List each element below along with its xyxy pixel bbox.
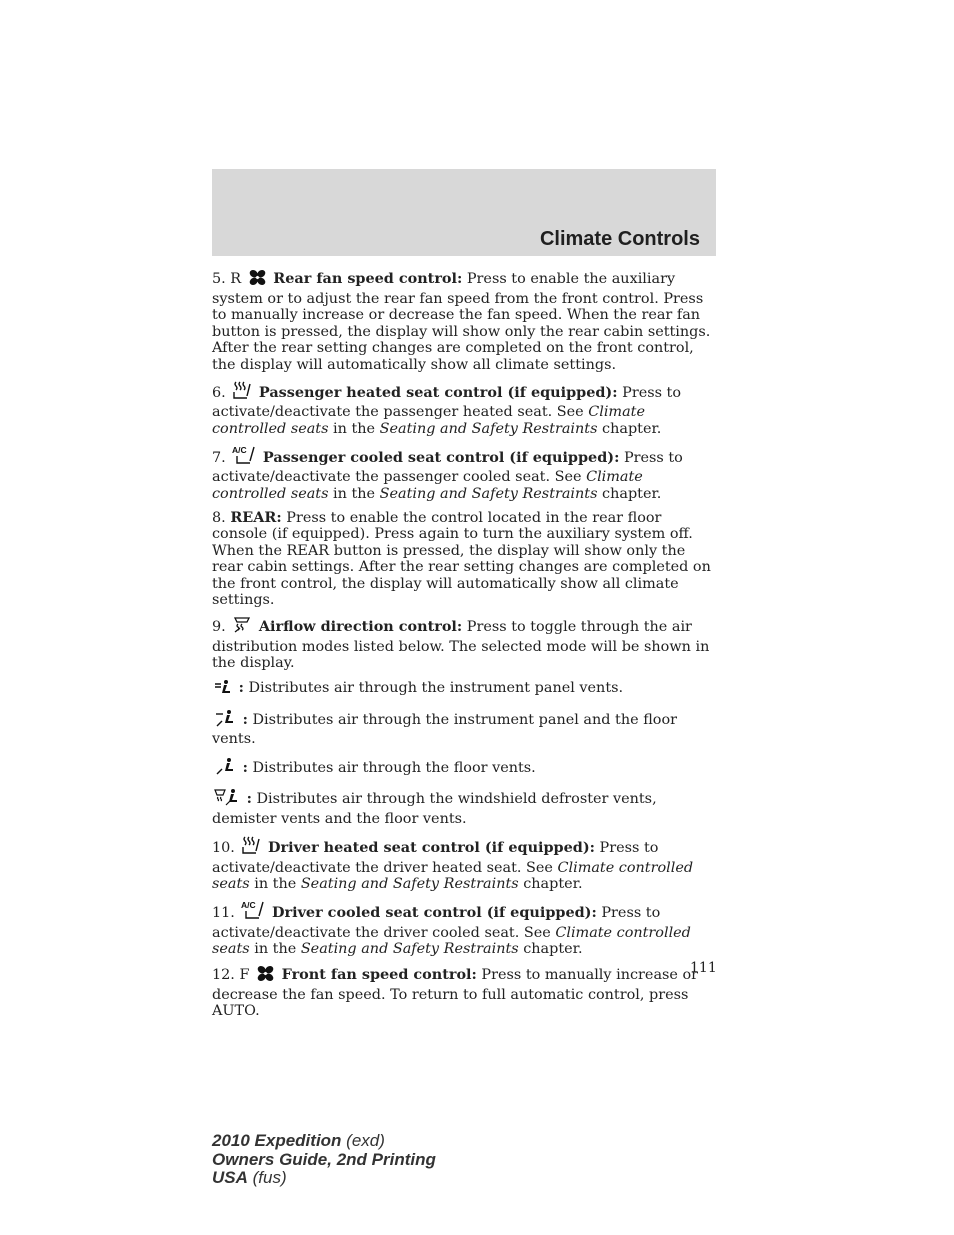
mode-panel-floor-vents: : Distributes air through the instrument panel and the floor vents. — [212, 710, 677, 747]
mode-text: Distributes air through the floor vents. — [247, 759, 536, 776]
item-label: Rear fan speed control: — [273, 270, 463, 287]
cooled-seat-icon — [241, 900, 265, 925]
item-label: Front fan speed control: — [281, 966, 477, 983]
cooled-seat-icon — [232, 445, 256, 470]
mode-text: Distributes air through the windshield defroster vents, demister vents and the floor vents. — [212, 791, 657, 827]
item-text: Press to toggle through the air distribution modes listed below. The selected mode will be shown in the display. — [212, 619, 710, 671]
item-label: REAR: — [230, 508, 282, 526]
defrost-floor-vent-icon — [214, 788, 240, 811]
item-label: Airflow direction control: — [258, 618, 463, 635]
header-band — [212, 169, 716, 256]
mode-text: Distributes air through the instrument panel vents. — [243, 680, 624, 696]
footer — [212, 1132, 436, 1188]
panel-floor-vent-icon — [214, 709, 236, 732]
mode-text: Distributes air through the instrument panel and the floor vents. — [212, 711, 677, 747]
heated-seat-icon — [241, 836, 261, 860]
mode-floor-vents: : Distributes air through the floor vents. — [212, 757, 716, 780]
fan-icon — [248, 269, 267, 291]
item-passenger-cooled-seat: 7. A/C Passenger cooled seat control (if equipped): Press to activate/deactivate the passenger cooled seat. See Climate controlled seats in the Seating and Safety Restraints chapter. — [212, 444, 683, 502]
svg-text:A/C: A/C — [232, 444, 247, 455]
heated-seat-icon — [232, 381, 252, 405]
page-number: 111 — [690, 960, 717, 976]
item-number: 12. F — [212, 967, 250, 983]
mode-defrost-floor-vents: : Distributes air through the windshield defroster vents, demister vents and the floor vents. — [212, 790, 657, 827]
footer-line-1: 2010 Expedition (exd) — [212, 1131, 385, 1150]
item-number: 9. — [212, 619, 226, 635]
item-text: Press to enable the control located in the rear floor console (if equipped). Press again to turn the auxiliary system off. When the REAR button is pressed, the display will show only the rear cabin settings. After the rear setting changes are completed on the front control, the display will automatically show all climate settings. — [212, 509, 711, 608]
content — [212, 269, 716, 1027]
item-driver-cooled-seat: 11. A/C Driver cooled seat control (if equipped): Press to activate/deactivate the driver cooled seat. See Climate controlled seats in the Seating and Safety Restraints chapter. — [212, 900, 691, 957]
panel-vent-icon — [214, 679, 232, 700]
item-rear-fan — [212, 269, 716, 373]
item-label: Driver cooled seat control (if equipped): — [272, 904, 597, 921]
item-number: 6. — [212, 384, 226, 401]
item-passenger-heated-seat: 6. Passenger heated seat control (if equipped): Press to activate/deactivate the passenger heated seat. See Climate controlled seats in the Seating and Safety Restraints chapter. — [212, 381, 716, 438]
item-number: 5. R — [212, 271, 242, 287]
footer-line-3: USA (fus) — [212, 1168, 287, 1187]
fan-icon — [256, 965, 275, 987]
item-text: Press to manually increase or decrease the fan speed. To return to full automatic control, press AUTO. — [212, 967, 699, 1019]
item-driver-heated-seat: 10. Driver heated seat control (if equipped): Press to activate/deactivate the driver heated seat. See Climate controlled seats in the Seating and Safety Restraints chapter. — [212, 836, 716, 893]
page-title: Climate Controls — [539, 228, 700, 250]
item-number: 10. — [212, 840, 235, 856]
floor-vent-icon — [214, 757, 236, 780]
item-number: 8. — [212, 509, 226, 526]
item-number: 11. — [212, 905, 235, 921]
item-number: 7. — [212, 449, 226, 466]
item-front-fan — [212, 965, 716, 1020]
item-airflow-direction — [212, 616, 716, 672]
item-label: Passenger cooled seat control (if equipped): — [262, 448, 620, 466]
item-rear — [212, 510, 716, 609]
item-label: Passenger heated seat control (if equipped): — [258, 383, 618, 401]
item-label: Driver heated seat control (if equipped): — [268, 839, 595, 856]
svg-text:A/C: A/C — [241, 900, 257, 910]
item-text: Press to enable the auxiliary system or to adjust the rear fan speed from the front control. Press to manually increase or decrease the fan speed. When the rear fan button is pressed, the display will show only the rear cabin settings. After the rear setting changes are completed on the front control, the display will automatically show all climate settings. — [212, 271, 711, 373]
airflow-mode-icon — [232, 616, 252, 639]
footer-line-2: Owners Guide, 2nd Printing — [212, 1149, 436, 1169]
mode-panel-vents: : Distributes air through the instrument panel vents. — [212, 679, 716, 700]
